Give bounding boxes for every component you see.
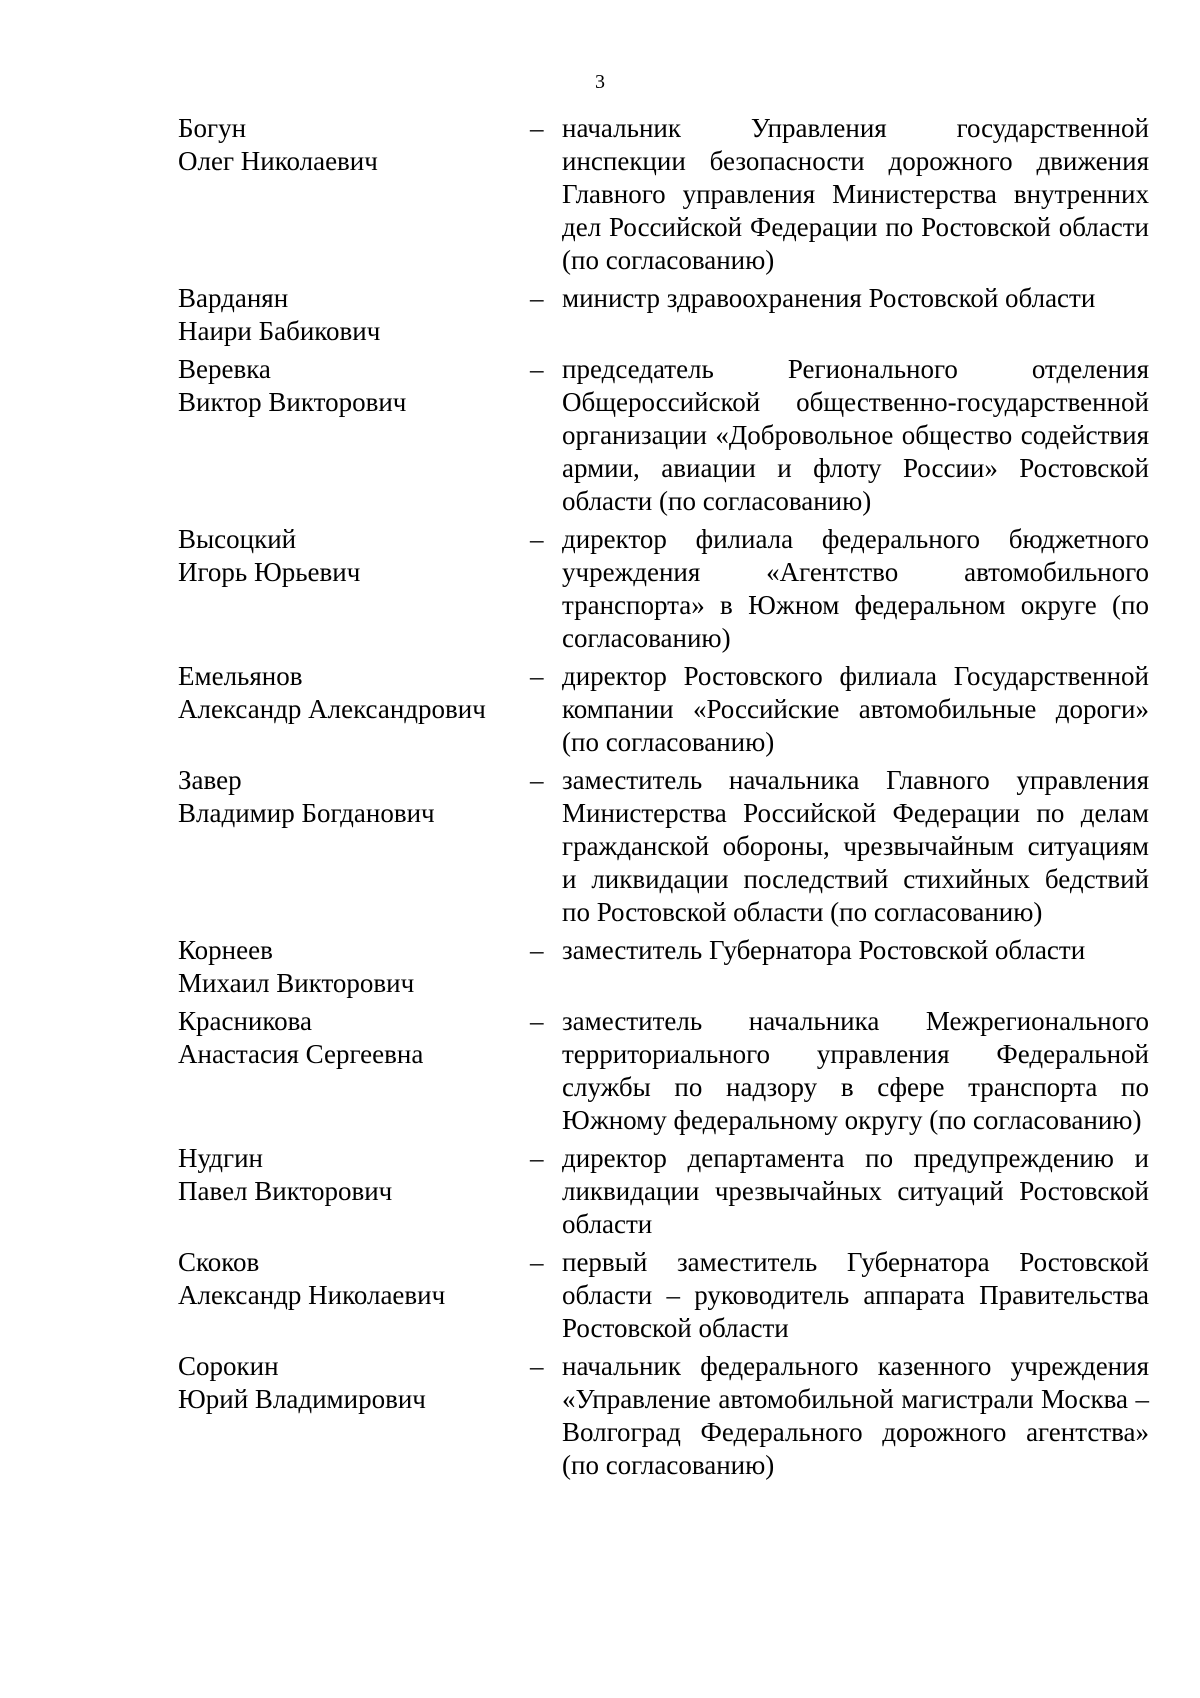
- member-surname: Высоцкий: [178, 524, 297, 554]
- dash-separator: –: [530, 935, 544, 965]
- member-surname: Емельянов: [178, 661, 303, 691]
- member-role: председатель Регионального отделения Общероссийской общественно-государственной организации «Добровольное общество содействия армии, авиации и флоту России» Ростовской области (по согласованию): [562, 354, 1149, 516]
- member-name: [178, 764, 530, 929]
- dash-separator: –: [530, 765, 544, 795]
- member-given-names: Наири Бабикович: [178, 316, 381, 346]
- member-surname: Веревка: [178, 354, 271, 384]
- member-name: [178, 353, 530, 518]
- dash-separator: –: [530, 1006, 544, 1036]
- member-row: [178, 523, 1150, 655]
- member-given-names: Александр Николаевич: [178, 1280, 446, 1310]
- member-row: [178, 1142, 1150, 1241]
- member-row: [178, 660, 1150, 759]
- member-row: [178, 282, 1150, 348]
- member-role: заместитель начальника Главного управления Министерства Российской Федерации по делам гражданской обороны, чрезвычайным ситуациям и ликвидации последствий стихийных бедствий по Ростовской области (по согласованию): [562, 765, 1149, 927]
- member-surname: Красникова: [178, 1006, 312, 1036]
- members-list: [178, 112, 1150, 1487]
- member-role: первый заместитель Губернатора Ростовской области – руководитель аппарата Правительства Ростовской области: [562, 1247, 1149, 1343]
- member-given-names: Александр Александрович: [178, 694, 486, 724]
- member-name: [178, 523, 530, 655]
- member-role: заместитель начальника Межрегионального территориального управления Федеральной службы по надзору в сфере транспорта по Южному федеральному округу (по согласованию): [562, 1006, 1149, 1135]
- dash-separator: –: [530, 524, 544, 554]
- member-name: [178, 1142, 530, 1241]
- member-name: [178, 282, 530, 348]
- member-row: [178, 112, 1150, 277]
- member-given-names: Михаил Викторович: [178, 968, 415, 998]
- member-name: [178, 660, 530, 759]
- page-number: 3: [595, 71, 605, 93]
- member-name: [178, 112, 530, 277]
- member-name: [178, 1246, 530, 1345]
- member-surname: Скоков: [178, 1247, 260, 1277]
- dash-separator: –: [530, 1143, 544, 1173]
- member-role: директор Ростовского филиала Государственной компании «Российские автомобильные дороги» (по согласованию): [562, 661, 1149, 757]
- member-given-names: Олег Николаевич: [178, 146, 378, 176]
- member-role: начальник федерального казенного учреждения «Управление автомобильной магистрали Москва – Волгоград Федерального дорожного агентства» (по согласованию): [562, 1351, 1149, 1480]
- member-role: начальник Управления государственной инспекции безопасности дорожного движения Главного управления Министерства внутренних дел Российской Федерации по Ростовской области (по согласованию): [562, 113, 1149, 275]
- member-name: [178, 1005, 530, 1137]
- member-surname: Варданян: [178, 283, 289, 313]
- member-surname: Нудгин: [178, 1143, 264, 1173]
- member-surname: Корнеев: [178, 935, 273, 965]
- member-role: директор филиала федерального бюджетного учреждения «Агентство автомобильного транспорта» в Южном федеральном округе (по согласованию): [562, 524, 1149, 653]
- member-role: заместитель Губернатора Ростовской области: [562, 935, 1086, 965]
- member-surname: Богун: [178, 113, 247, 143]
- member-surname: Сорокин: [178, 1351, 279, 1381]
- dash-separator: –: [530, 1247, 544, 1277]
- member-given-names: Анастасия Сергеевна: [178, 1039, 424, 1069]
- dash-separator: –: [530, 1351, 544, 1381]
- dash-separator: –: [530, 354, 544, 384]
- member-row: [178, 1005, 1150, 1137]
- member-given-names: Игорь Юрьевич: [178, 557, 361, 587]
- member-role: министр здравоохранения Ростовской области: [562, 283, 1096, 313]
- dash-separator: –: [530, 113, 544, 143]
- member-given-names: Владимир Богданович: [178, 798, 435, 828]
- member-row: [178, 1350, 1150, 1482]
- member-name: [178, 934, 530, 1000]
- member-surname: Завер: [178, 765, 242, 795]
- member-row: [178, 1246, 1150, 1345]
- member-given-names: Виктор Викторович: [178, 387, 407, 417]
- member-given-names: Юрий Владимирович: [178, 1384, 426, 1414]
- member-given-names: Павел Викторович: [178, 1176, 393, 1206]
- dash-separator: –: [530, 661, 544, 691]
- member-row: [178, 934, 1150, 1000]
- member-name: [178, 1350, 530, 1482]
- member-role: директор департамента по предупреждению и ликвидации чрезвычайных ситуаций Ростовской области: [562, 1143, 1149, 1239]
- member-row: [178, 764, 1150, 929]
- dash-separator: –: [530, 283, 544, 313]
- member-row: [178, 353, 1150, 518]
